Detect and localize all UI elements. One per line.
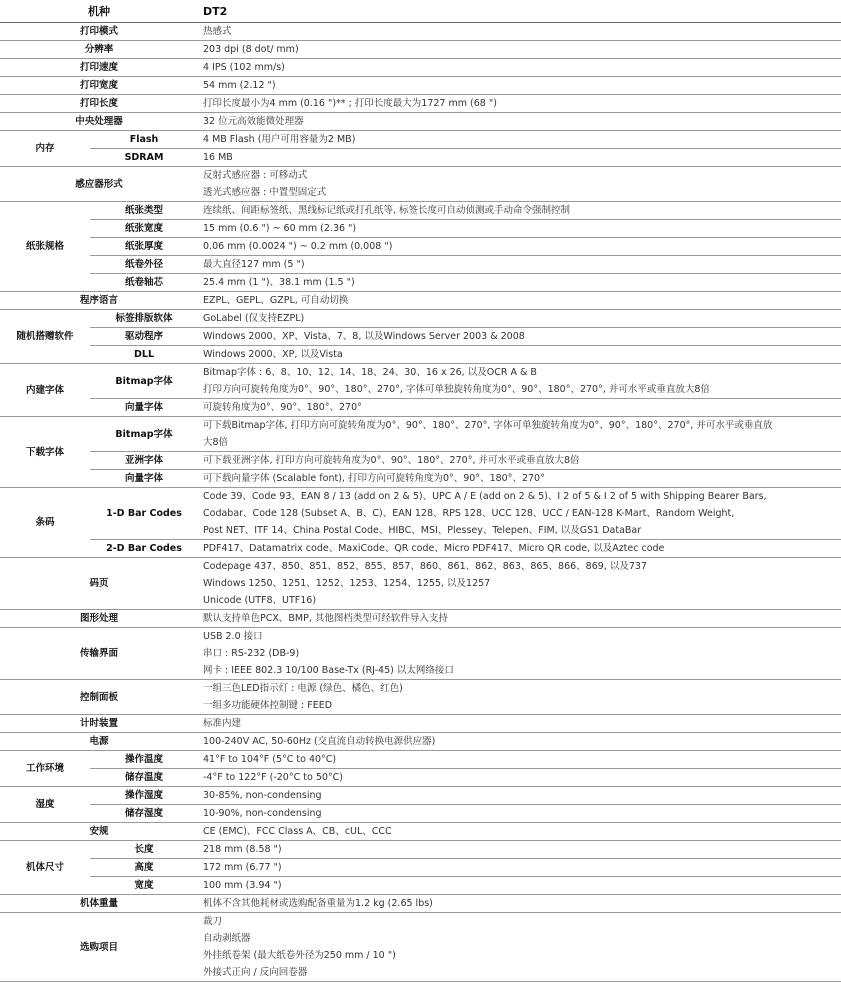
- spec-row: [0, 787, 841, 805]
- spec-value: [198, 77, 841, 95]
- spec-value-line: 30-85%, non-condensing: [203, 790, 322, 801]
- spec-value: [198, 364, 841, 399]
- spec-category: 传输界面: [0, 628, 198, 680]
- spec-value-line: USB 2.0 接口: [203, 631, 263, 642]
- spec-row: [0, 877, 841, 895]
- spec-row: [0, 364, 841, 399]
- spec-value-line: 54 mm (2.12 "): [203, 80, 276, 91]
- spec-value: [198, 540, 841, 558]
- spec-value-line: GoLabel (仅支持EZPL): [203, 313, 305, 324]
- spec-category: 打印速度: [0, 59, 198, 77]
- spec-category: 条码: [0, 488, 90, 558]
- spec-row: [0, 715, 841, 733]
- spec-subcategory: 向量字体: [90, 470, 198, 488]
- spec-value: [198, 787, 841, 805]
- spec-value-line: 4 MB Flash (用户可用容量为2 MB): [203, 134, 356, 145]
- spec-subcategory: 亚洲字体: [90, 452, 198, 470]
- spec-category: 内建字体: [0, 364, 90, 417]
- spec-category: 打印宽度: [0, 77, 198, 95]
- spec-row: [0, 610, 841, 628]
- spec-value: [198, 149, 841, 167]
- spec-row: [0, 167, 841, 202]
- spec-category: 选购项目: [0, 913, 198, 982]
- spec-value-line: 反射式感应器 : 可移动式: [203, 170, 308, 181]
- spec-value: [198, 733, 841, 751]
- spec-value-line: 100 mm (3.94 "): [203, 880, 282, 891]
- spec-category: 纸张规格: [0, 202, 90, 292]
- spec-value: [198, 452, 841, 470]
- spec-row: [0, 540, 841, 558]
- spec-subcategory: 纸张厚度: [90, 238, 198, 256]
- spec-value-line: Code 39、Code 93、EAN 8 / 13 (add on 2 & 5)、UPC A / E (add on 2 & 5)、I 2 of 5 & I 2 of 5 with Shipping Bearer Bars,: [203, 491, 767, 502]
- spec-value-line: 25.4 mm (1 ")、38.1 mm (1.5 "): [203, 277, 355, 288]
- spec-value-line: 一组多功能硬体控制键 : FEED: [203, 700, 333, 711]
- spec-value-line: 连续纸、间距标签纸、黑线标记纸或打孔纸等, 标签长度可自动侦测或手动命令强制控制: [203, 205, 571, 216]
- spec-subcategory: 长度: [90, 841, 198, 859]
- spec-subcategory: 操作温度: [90, 751, 198, 769]
- spec-subcategory: 标签排版软体: [90, 310, 198, 328]
- spec-row: [0, 769, 841, 787]
- spec-value-line: Windows 2000、XP、Vista、7、8, 以及Windows Server 2003 & 2008: [203, 331, 525, 342]
- spec-subcategory: 纸卷外径: [90, 256, 198, 274]
- spec-row: [0, 823, 841, 841]
- spec-value: [198, 23, 841, 41]
- spec-value-line: EZPL、GEPL、GZPL, 可自动切换: [203, 295, 349, 306]
- spec-subcategory: 纸张宽度: [90, 220, 198, 238]
- spec-value-line: CE (EMC)、FCC Class A、CB、cUL、CCC: [203, 826, 392, 837]
- spec-row: [0, 399, 841, 417]
- spec-value-line: 标准内建: [203, 718, 242, 729]
- spec-value: [198, 895, 841, 913]
- spec-value: [198, 292, 841, 310]
- spec-category: 分辨率: [0, 41, 198, 59]
- spec-value-line: 外挂纸卷架 (最大纸卷外径为250 mm / 10 "): [203, 950, 396, 961]
- spec-value-line: 网卡 : IEEE 802.3 10/100 Base-Tx (RJ-45) 以太网络接口: [203, 665, 454, 676]
- spec-value-line: 一组三色LED指示灯 : 电源 (绿色、橘色、红色): [203, 683, 403, 694]
- spec-row: [0, 274, 841, 292]
- spec-row: [0, 805, 841, 823]
- spec-subcategory: 2-D Bar Codes: [90, 540, 198, 558]
- spec-subcategory: 纸张类型: [90, 202, 198, 220]
- spec-value-line: 外接式正向 / 反向回卷器: [203, 967, 308, 978]
- spec-subcategory: 宽度: [90, 877, 198, 895]
- spec-row: [0, 733, 841, 751]
- spec-value: [198, 805, 841, 823]
- spec-row: [0, 23, 841, 41]
- spec-row: [0, 895, 841, 913]
- spec-category: 工作环境: [0, 751, 90, 787]
- spec-value: [198, 95, 841, 113]
- spec-value-line: 机体不含其他耗材或选购配备重量为1.2 kg (2.65 lbs): [203, 898, 433, 909]
- spec-category: 中央处理器: [0, 113, 198, 131]
- spec-row: [0, 328, 841, 346]
- spec-value: [198, 41, 841, 59]
- spec-value-line: Codepage 437、850、851、852、855、857、860、861、862、863、865、866、869, 以及737: [203, 561, 647, 572]
- spec-value: [198, 913, 841, 982]
- spec-value: [198, 256, 841, 274]
- spec-value-line: 默认支持单色PCX、BMP, 其他图档类型可经软件导入支持: [203, 613, 448, 624]
- spec-category: 机体尺寸: [0, 841, 90, 895]
- spec-value-line: Windows 2000、XP, 以及Vista: [203, 349, 343, 360]
- spec-value-line: 最大直径127 mm (5 "): [203, 259, 305, 270]
- spec-subcategory: 向量字体: [90, 399, 198, 417]
- spec-row: [0, 238, 841, 256]
- spec-category: 控制面板: [0, 680, 198, 715]
- spec-value-line: 打印方向可旋转角度为0°、90°、180°、270°, 字体可单独旋转角度为0°、90°、180°、270°, 并可水平或垂直放大8倍: [203, 384, 710, 395]
- spec-value: [198, 470, 841, 488]
- spec-category: 图形处理: [0, 610, 198, 628]
- spec-row: [0, 131, 841, 149]
- spec-row: [0, 346, 841, 364]
- spec-row: [0, 751, 841, 769]
- spec-subcategory: 1-D Bar Codes: [90, 488, 198, 540]
- spec-value: [198, 859, 841, 877]
- spec-row: [0, 558, 841, 610]
- spec-value-line: 可下载Bitmap字体, 打印方向可旋转角度为0°、90°、180°、270°, 字体可单独旋转角度为0°、90°、180°、270°, 并可水平或垂直放: [203, 420, 773, 431]
- spec-row: [0, 859, 841, 877]
- spec-subcategory: SDRAM: [90, 149, 198, 167]
- spec-value-line: 可下载向量字体 (Scalable font), 打印方向可旋转角度为0°、90°、180°、270°: [203, 473, 545, 484]
- spec-category: 随机搭赠软件: [0, 310, 90, 364]
- spec-category: 码页: [0, 558, 198, 610]
- spec-value-line: PDF417、Datamatrix code、MaxiCode、QR code、Micro PDF417、Micro QR code, 以及Aztec code: [203, 543, 665, 554]
- spec-category: 机体重量: [0, 895, 198, 913]
- spec-value-line: 4 IPS (102 mm/s): [203, 62, 285, 73]
- spec-row: [0, 113, 841, 131]
- spec-value: [198, 769, 841, 787]
- spec-row: [0, 220, 841, 238]
- spec-row: [0, 628, 841, 680]
- spec-value-line: 大8倍: [203, 437, 229, 448]
- spec-value-line: 可下载亚洲字体, 打印方向可旋转角度为0°、90°、180°、270°, 并可水平或垂直放大8倍: [203, 455, 580, 466]
- spec-row: [0, 452, 841, 470]
- spec-row: [0, 417, 841, 452]
- spec-subcategory: 驱动程序: [90, 328, 198, 346]
- spec-value-line: Bitmap字体 : 6、8、10、12、14、18、24、30、16 x 26, 以及OCR A & B: [203, 367, 537, 378]
- spec-value-line: 可旋转角度为0°、90°、180°、270°: [203, 402, 362, 413]
- spec-category: 湿度: [0, 787, 90, 823]
- spec-row: [0, 77, 841, 95]
- spec-value: [198, 220, 841, 238]
- spec-category: 安规: [0, 823, 198, 841]
- spec-value-line: 16 MB: [203, 152, 233, 163]
- spec-value: [198, 841, 841, 859]
- spec-value: [198, 715, 841, 733]
- spec-row: [0, 256, 841, 274]
- spec-row: [0, 95, 841, 113]
- spec-value: [198, 274, 841, 292]
- spec-category: 打印长度: [0, 95, 198, 113]
- spec-value-line: Unicode (UTF8、UTF16): [203, 595, 317, 606]
- spec-subcategory: 操作湿度: [90, 787, 198, 805]
- spec-subcategory: 纸卷轴芯: [90, 274, 198, 292]
- spec-category: 计时装置: [0, 715, 198, 733]
- header-row: [0, 0, 841, 23]
- spec-value: [198, 113, 841, 131]
- spec-value: [198, 488, 841, 540]
- spec-value: [198, 751, 841, 769]
- spec-row: [0, 913, 841, 982]
- spec-value-line: 透光式感应器 : 中置型固定式: [203, 187, 327, 198]
- spec-value: [198, 610, 841, 628]
- spec-value-line: 41°F to 104°F (5°C to 40°C): [203, 754, 337, 765]
- spec-row: [0, 488, 841, 540]
- spec-value-line: Post NET、ITF 14、China Postal Code、HIBC、MSI、Plessey、Telepen、FIM, 以及GS1 DataBar: [203, 525, 642, 536]
- spec-value-line: 172 mm (6.77 "): [203, 862, 282, 873]
- spec-value-line: 裁刀: [203, 916, 223, 927]
- spec-row: [0, 202, 841, 220]
- spec-value-line: Windows 1250、1251、1252、1253、1254、1255, 以及1257: [203, 578, 491, 589]
- model-name: DT2: [198, 0, 841, 23]
- spec-row: [0, 59, 841, 77]
- spec-value-line: 打印长度最小为4 mm (0.16 ")** ; 打印长度最大为1727 mm (68 "): [203, 98, 497, 109]
- spec-value: [198, 167, 841, 202]
- header-label: 机种: [0, 0, 198, 23]
- spec-value: [198, 328, 841, 346]
- spec-category: 下载字体: [0, 417, 90, 488]
- spec-subcategory: 储存湿度: [90, 805, 198, 823]
- spec-value-line: 203 dpi (8 dot/ mm): [203, 44, 299, 55]
- spec-value-line: Codabar、Code 128 (Subset A、B、C)、EAN 128、RPS 128、UCC 128、UCC / EAN-128 K-Mart、Random Weight,: [203, 508, 735, 519]
- spec-row: [0, 292, 841, 310]
- spec-subcategory: DLL: [90, 346, 198, 364]
- spec-value: [198, 59, 841, 77]
- spec-value-line: 热感式: [203, 26, 232, 37]
- spec-category: 感应器形式: [0, 167, 198, 202]
- spec-category: 电源: [0, 733, 198, 751]
- spec-subcategory: Bitmap字体: [90, 364, 198, 399]
- spec-category: 内存: [0, 131, 90, 167]
- spec-subcategory: 高度: [90, 859, 198, 877]
- spec-subcategory: Bitmap字体: [90, 417, 198, 452]
- spec-row: [0, 41, 841, 59]
- spec-subcategory: Flash: [90, 131, 198, 149]
- spec-value-line: 100-240V AC, 50-60Hz (交直流自动转换电源供应器): [203, 736, 436, 747]
- spec-value: [198, 310, 841, 328]
- spec-value: [198, 823, 841, 841]
- spec-row: [0, 841, 841, 859]
- spec-value-line: 串口 : RS-232 (DB-9): [203, 648, 300, 659]
- spec-value: [198, 558, 841, 610]
- spec-value: [198, 399, 841, 417]
- spec-value: [198, 346, 841, 364]
- spec-row: [0, 149, 841, 167]
- spec-category: 打印模式: [0, 23, 198, 41]
- spec-value: [198, 417, 841, 452]
- spec-row: [0, 310, 841, 328]
- spec-row: [0, 470, 841, 488]
- spec-value: [198, 680, 841, 715]
- spec-value: [198, 202, 841, 220]
- spec-category: 程序语言: [0, 292, 198, 310]
- spec-row: [0, 680, 841, 715]
- spec-value-line: 10-90%, non-condensing: [203, 808, 322, 819]
- spec-value: [198, 877, 841, 895]
- spec-value-line: 218 mm (8.58 "): [203, 844, 282, 855]
- spec-value-line: 15 mm (0.6 ") ~ 60 mm (2.36 "): [203, 223, 357, 234]
- spec-value-line: 自动剥纸器: [203, 933, 251, 944]
- spec-value: [198, 131, 841, 149]
- spec-subcategory: 储存温度: [90, 769, 198, 787]
- spec-value-line: 0.06 mm (0.0024 ") ~ 0.2 mm (0.008 "): [203, 241, 393, 252]
- spec-value: [198, 238, 841, 256]
- spec-value: [198, 628, 841, 680]
- spec-value-line: -4°F to 122°F (-20°C to 50°C): [203, 772, 343, 783]
- spec-value-line: 32 位元高效能微处理器: [203, 116, 304, 127]
